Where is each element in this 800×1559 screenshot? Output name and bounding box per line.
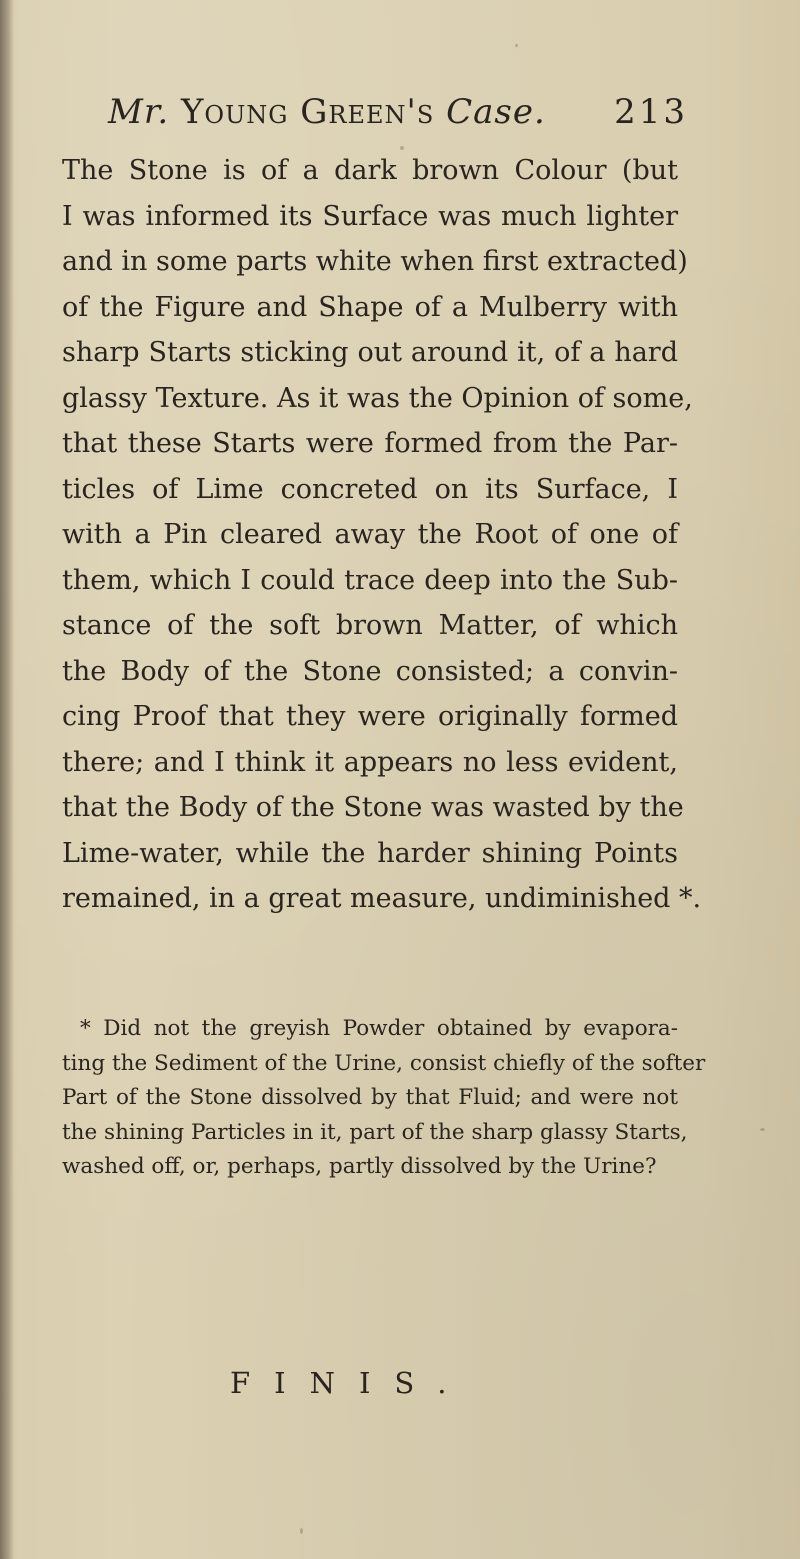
finis-mark: FINIS. <box>230 1366 471 1400</box>
text-line: there; and I think it appears no less evident, <box>62 746 678 778</box>
footnote <box>62 1012 706 1185</box>
footnote-line: washed off, or, perhaps, partly dissolved by the Urine? <box>62 1154 657 1179</box>
paper-speck <box>400 146 404 150</box>
text-line: stance of the soft brown Matter, of which <box>62 610 678 641</box>
title-suffix: Case. <box>446 92 546 132</box>
text-line: glassy Texture. As it was the Opinion of some, <box>62 382 693 414</box>
running-header <box>108 92 688 142</box>
text-line: ticles of Lime concreted on its Surface, I <box>62 473 678 505</box>
title-prefix: Mr. <box>108 92 170 132</box>
text-line: cing Proof that they were originally formed <box>62 701 678 732</box>
text-line: of the Figure and Shape of a Mulberry with <box>62 291 678 323</box>
text-line: that these Starts were formed from the Par- <box>62 428 678 459</box>
paper-speck <box>515 44 518 47</box>
text-line: them, which I could trace deep into the Sub- <box>62 564 678 596</box>
footnote-line: the shining Particles in it, part of the sharp glassy Starts, <box>62 1119 688 1145</box>
footnote-line: * Did not the greyish Powder obtained by evapora- <box>80 1016 678 1041</box>
main-paragraph <box>62 148 702 922</box>
footnote-line: Part of the Stone dissolved by that Fluid; and were not <box>62 1085 678 1110</box>
text-line: The Stone is of a dark brown Colour (but <box>62 155 678 186</box>
text-line: remained, in a great measure, undiminished *. <box>62 883 702 914</box>
paper-speck <box>300 1528 303 1534</box>
text-line: I was informed its Surface was much lighter <box>62 200 678 232</box>
text-line: with a Pin cleared away the Root of one of <box>62 519 678 550</box>
title-main: Young Green's <box>169 92 447 132</box>
page-gutter-shadow <box>0 0 14 1559</box>
running-title <box>108 92 546 132</box>
text-line: that the Body of the Stone was wasted by the <box>62 792 684 823</box>
text-line: and in some parts white when first extracted) <box>62 246 688 277</box>
text-line: the Body of the Stone consisted; a convin- <box>62 655 678 687</box>
footnote-line: ting the Sediment of the Urine, consist chiefly of the softer <box>62 1050 706 1076</box>
paper-speck <box>760 1128 765 1131</box>
text-line: sharp Starts sticking out around it, of a hard <box>62 337 678 368</box>
text-line: Lime-water, while the harder shining Points <box>62 837 678 869</box>
page-number: 213 <box>614 92 688 132</box>
